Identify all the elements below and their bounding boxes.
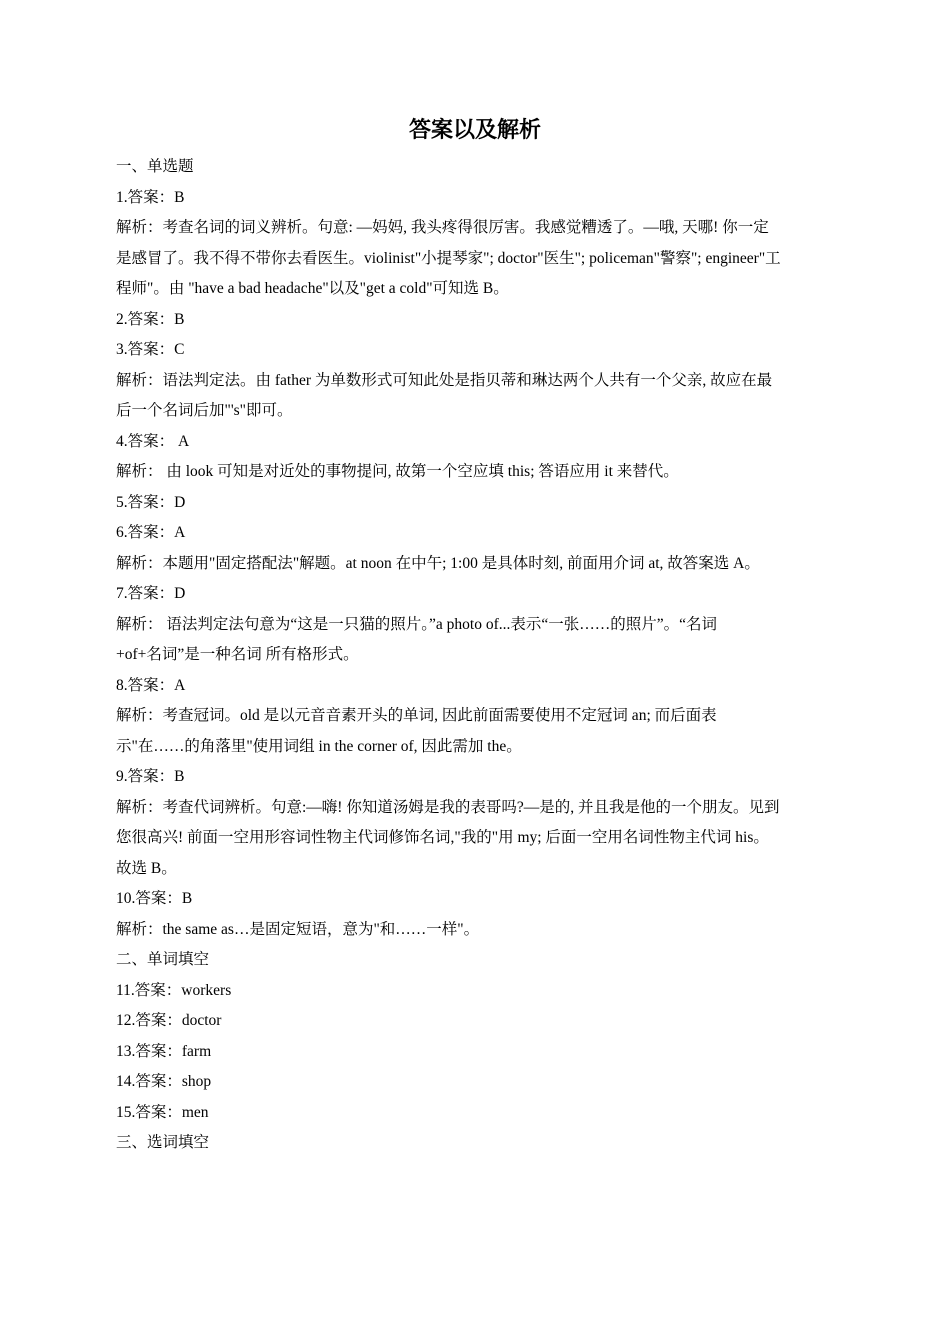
text-line: +of+名词”是一种名词 所有格形式。 xyxy=(116,646,359,663)
text-line: 7.答案：D xyxy=(116,585,186,602)
page-title: 答案以及解析 xyxy=(408,117,541,143)
text-line: 13.答案：farm xyxy=(116,1042,212,1060)
text-line: 解析：语法判定法。由 father 为单数形式可知此处是指贝蒂和琳达两个人共有一个父亲, 故应在最 xyxy=(116,371,773,389)
text-line: 11.答案：workers xyxy=(116,981,232,999)
text-line: 是感冒了。我不得不带你去看医生。violinist"小提琴家"; doctor"医生"; policeman"警察"; engineer"工 xyxy=(116,249,781,267)
text-line: 9.答案：B xyxy=(116,768,185,785)
text-line: 一、单选题 xyxy=(116,158,194,175)
text-line: 故选 B。 xyxy=(116,859,177,877)
text-line: 8.答案：A xyxy=(116,676,186,694)
text-line: 4.答案： A xyxy=(116,432,190,450)
text-line: 12.答案：doctor xyxy=(116,1012,222,1029)
text-line: 解析：the same as…是固定短语，意为"和……一样"。 xyxy=(116,920,480,938)
text-line: 后一个名词后加"'s"即可。 xyxy=(116,402,293,419)
text-line: 二、单词填空 xyxy=(116,951,210,968)
text-line: 解析：考查名词的词义辨析。句意: —妈妈, 我头疼得很厉害。我感觉糟透了。—哦, 天哪! 你一定 xyxy=(116,219,769,236)
text-line: 解析：考查代词辨析。句意:—嗨! 你知道汤姆是我的表哥吗?—是的, 并且我是他的一个朋友。见到 xyxy=(116,798,780,816)
text-line: 6.答案：A xyxy=(116,524,186,541)
text-line: 10.答案：B xyxy=(116,890,193,907)
text-line: 三、选词填空 xyxy=(116,1134,210,1151)
text-line: 示"在……的角落里"使用词组 in the corner of, 因此需加 the。 xyxy=(116,737,522,755)
text-line: 解析： 语法判定法句意为“这是一只猫的照片。”a photo of...表示“一张……的照片”。“名词 xyxy=(116,615,717,633)
text-line: 15.答案：men xyxy=(116,1103,209,1121)
answer-content xyxy=(116,152,846,1159)
text-line: 1.答案：B xyxy=(116,188,185,206)
text-line: 3.答案：C xyxy=(116,341,185,358)
text-line: 5.答案：D xyxy=(116,493,186,511)
text-line: 2.答案：B xyxy=(116,310,185,328)
text-line: 14.答案：shop xyxy=(116,1073,212,1090)
text-line: 解析： 由 look 可知是对近处的事物提问, 故第一个空应填 this; 答语应用 it 来替代。 xyxy=(116,463,679,480)
text-line: 解析：考查冠词。old 是以元音音素开头的单词, 因此前面需要使用不定冠词 an; 而后面表 xyxy=(116,707,717,724)
text-line: 您很高兴! 前面一空用形容词性物主代词修饰名词,"我的"用 my; 后面一空用名词性物主代词 his。 xyxy=(116,829,769,846)
text-line: 解析：本题用"固定搭配法"解题。at noon 在中午; 1:00 是具体时刻, 前面用介词 at, 故答案选 A。 xyxy=(116,554,760,572)
text-line: 程师"。由 "have a bad headache"以及"get a cold"可知选 B。 xyxy=(116,280,509,297)
